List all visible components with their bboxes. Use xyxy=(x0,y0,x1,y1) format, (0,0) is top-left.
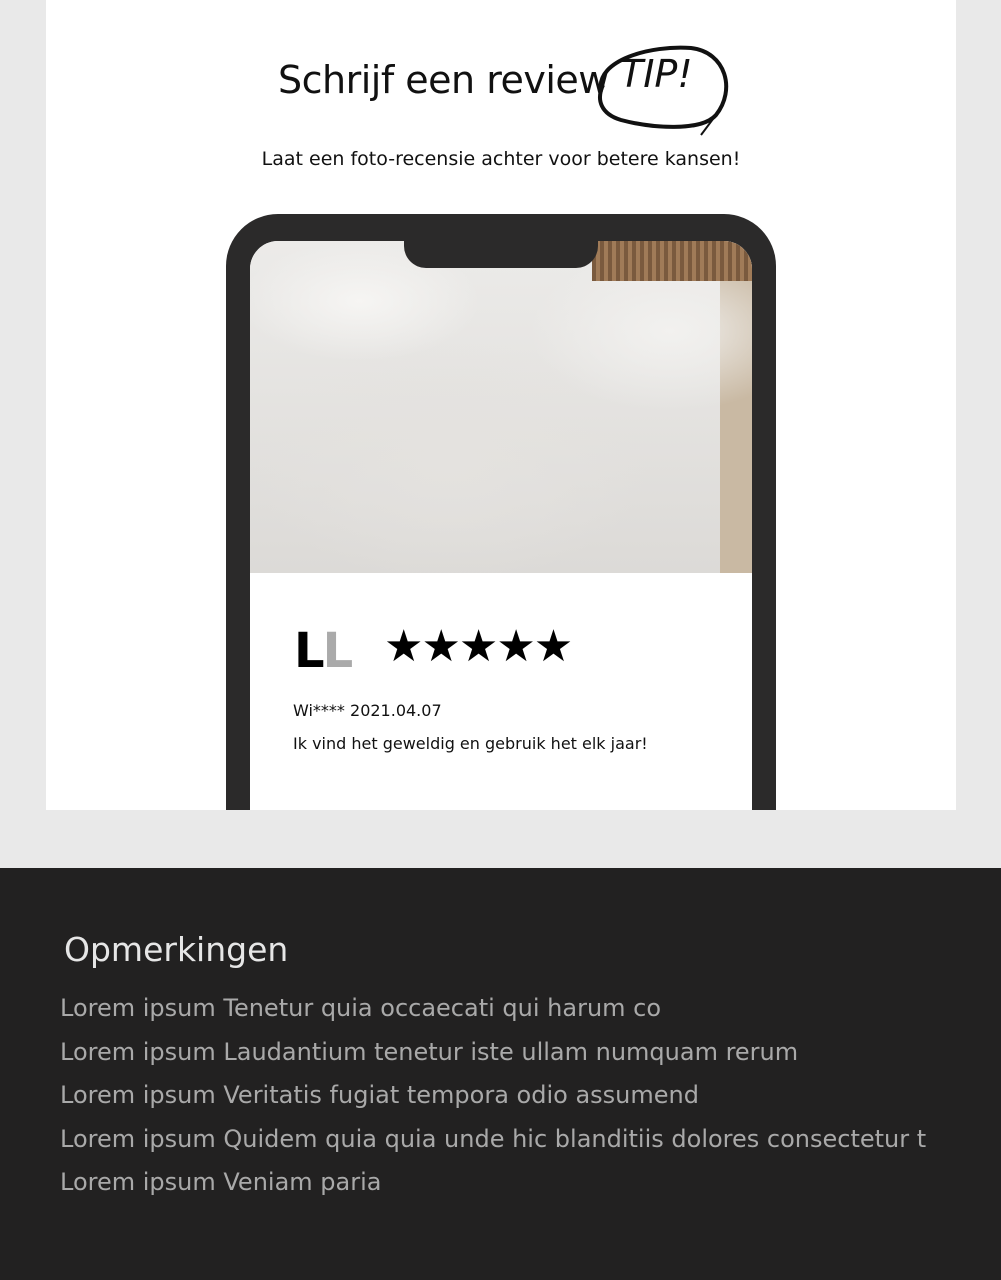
review-text: Ik vind het geweldig en gebruik het elk jaar! xyxy=(293,734,648,753)
notes-list xyxy=(60,994,926,1212)
subtitle: Laat een foto-recensie achter voor betere kansen! xyxy=(261,148,741,170)
reviewer-name: Wi**** xyxy=(293,701,345,720)
list-item: Lorem ipsum Veniam paria xyxy=(60,1168,382,1197)
phone-mockup xyxy=(226,214,776,810)
list-item: Lorem ipsum Veritatis fugiat tempora odio assumend xyxy=(60,1081,699,1110)
notes-title: Opmerkingen xyxy=(64,930,289,969)
page-title: Schrijf een review xyxy=(278,58,609,102)
brand-logo: LL xyxy=(294,623,352,679)
phone-notch xyxy=(404,241,598,268)
phone-screen xyxy=(250,241,752,810)
notes-section xyxy=(0,868,1001,1280)
list-item: Lorem ipsum Laudantium tenetur iste ullam numquam rerum xyxy=(60,1037,799,1066)
review-tip-panel xyxy=(46,0,956,810)
review-date: 2021.04.07 xyxy=(350,701,442,720)
list-item: Lorem ipsum Quidem quia quia unde hic blanditiis dolores consectetur t xyxy=(60,1124,927,1153)
review-meta xyxy=(293,701,442,720)
tip-badge: TIP! xyxy=(620,52,693,96)
star-rating: ★★★★★ xyxy=(384,621,572,672)
list-item: Lorem ipsum Tenetur quia occaecati qui harum co xyxy=(60,994,662,1022)
review-photo xyxy=(250,241,752,573)
